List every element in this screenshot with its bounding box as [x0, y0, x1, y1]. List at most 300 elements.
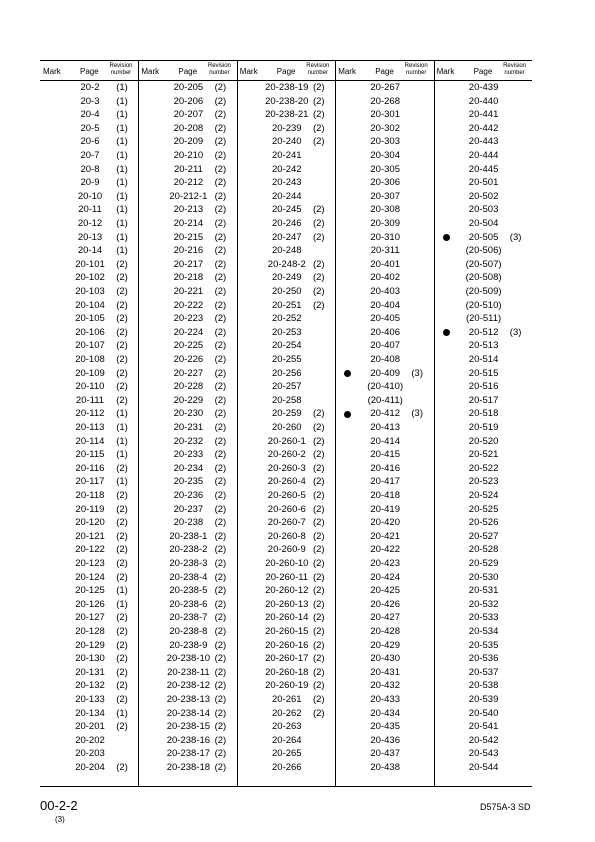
table-row	[138, 639, 236, 653]
revision-cell: (2)	[214, 639, 227, 651]
page-number-cell: 20-238-8	[169, 626, 208, 637]
page-number-cell: 20-103	[75, 286, 105, 297]
table-row	[335, 747, 433, 761]
table-row	[138, 747, 236, 761]
table-row	[335, 122, 433, 136]
revision-cell: (2)	[214, 612, 227, 624]
header-mark: Mark	[43, 67, 61, 76]
table-row	[335, 95, 433, 109]
revision-cell: (1)	[116, 122, 128, 134]
revision-cell: (2)	[312, 571, 325, 583]
table-row	[434, 135, 532, 149]
revision-cell: (2)	[312, 666, 325, 678]
page-number-cell: 20-102	[75, 272, 105, 284]
page-number-cell: 20-516	[468, 381, 499, 393]
table-row	[335, 666, 433, 680]
revision-cell: (3)	[509, 231, 522, 243]
page-number-cell: 20-535	[468, 639, 499, 651]
table-row	[237, 516, 335, 530]
table-row	[434, 652, 532, 666]
page-number-cell: 20-216	[173, 245, 204, 257]
table-row	[434, 666, 532, 680]
page-number-cell: 20-407	[370, 340, 400, 352]
revision-cell: (2)	[312, 680, 325, 692]
page-number-cell: (20-507)	[465, 258, 502, 270]
table-row	[40, 339, 138, 353]
table-row	[40, 203, 138, 217]
page-number-cell: 20-522	[468, 462, 499, 474]
table-row	[138, 299, 236, 313]
table-row	[138, 475, 236, 489]
page-number-cell: 20-260	[272, 422, 302, 433]
revision-cell: (2)	[116, 762, 128, 773]
page-number-cell: 20-203	[75, 748, 105, 760]
page-number-cell: 20-130	[75, 653, 105, 665]
page-number-cell: 20-128	[75, 626, 105, 637]
page-number-cell: 20-212-1	[169, 190, 208, 202]
page-number-cell: 20-502	[468, 190, 499, 202]
header-revision-number: Revision number	[109, 63, 133, 76]
table-row	[434, 611, 532, 625]
revision-mark-bullet	[344, 370, 351, 377]
table-row	[138, 285, 236, 299]
page-number-cell: 20-537	[468, 666, 499, 678]
table-row	[237, 543, 335, 557]
table-row	[40, 353, 138, 367]
page-number-cell: 20-9	[80, 177, 100, 189]
page-number-cell: 20-213	[173, 204, 204, 216]
table-row	[335, 231, 433, 245]
page-number-cell: (20-510)	[465, 299, 502, 311]
page-number-cell: 20-432	[370, 680, 400, 692]
page-number-cell: 20-238-19	[265, 82, 309, 93]
table-row	[434, 285, 532, 299]
revision-cell: (2)	[214, 653, 227, 665]
table-row	[335, 530, 433, 544]
revision-cell: (2)	[312, 490, 325, 501]
page-number-cell: 20-520	[468, 435, 499, 447]
page-number: 00-2-2	[40, 798, 78, 813]
table-row	[434, 394, 532, 408]
revision-cell: (2)	[312, 530, 325, 542]
table-row	[237, 326, 335, 340]
page-number-cell: 20-260-8	[267, 530, 306, 542]
table-row	[434, 217, 532, 231]
table-row	[237, 353, 335, 367]
table-row	[434, 693, 532, 707]
page-number-cell: 20-531	[468, 585, 499, 597]
revision-cell: (2)	[312, 299, 325, 311]
page-number-cell: 20-238-17	[166, 748, 211, 760]
table-row	[237, 625, 335, 639]
page-number-cell: 20-437	[370, 748, 400, 760]
page-number-cell: 20-255	[272, 354, 302, 365]
revision-cell: (2)	[214, 476, 227, 488]
page-number-cell: 20-260-5	[267, 490, 306, 501]
page-number-cell: 20-539	[468, 694, 499, 705]
table-row	[237, 299, 335, 313]
table-row	[138, 557, 236, 571]
page-number-cell: 20-221	[173, 286, 204, 297]
revision-cell: (2)	[214, 177, 227, 189]
page-number-cell: 20-238-14	[166, 707, 211, 719]
page-number-cell: 20-261	[272, 694, 302, 705]
revision-cell: (1)	[116, 82, 128, 93]
revision-cell: (2)	[214, 408, 227, 420]
page-number-cell: 20-311	[370, 245, 400, 257]
revision-cell: (2)	[214, 122, 227, 134]
page-number-cell: 20-106	[75, 326, 105, 338]
revision-cell: (2)	[214, 204, 227, 216]
revision-cell: (2)	[312, 476, 325, 488]
page-number-cell: 20-238-3	[169, 558, 208, 569]
table-row	[335, 475, 433, 489]
table-row	[237, 720, 335, 734]
table-row	[40, 326, 138, 340]
revision-cell: (2)	[312, 136, 325, 148]
table-row	[138, 339, 236, 353]
page-number-cell: 20-206	[173, 95, 204, 107]
table-row	[138, 271, 236, 285]
page-number-cell: 20-108	[75, 354, 105, 365]
revision-cell: (2)	[312, 544, 325, 556]
table-row	[434, 367, 532, 381]
table-row	[237, 231, 335, 245]
revision-cell: (2)	[116, 394, 128, 406]
page-number-cell: 20-215	[173, 231, 204, 243]
revision-cell: (1)	[116, 190, 128, 202]
page-number-cell: 20-403	[370, 286, 400, 297]
page-number-cell: 20-234	[173, 462, 204, 474]
revision-cell: (2)	[214, 694, 227, 705]
table-row	[335, 285, 433, 299]
table-row	[138, 611, 236, 625]
page-number-cell: 20-119	[75, 503, 105, 515]
table-row	[335, 394, 433, 408]
table-row	[237, 367, 335, 381]
page-number-cell: 20-238-6	[169, 598, 208, 610]
revision-cell: (3)	[411, 367, 423, 379]
table-row	[237, 122, 335, 136]
page-number-cell: 20-204	[75, 762, 105, 773]
page-number-cell: 20-429	[370, 639, 400, 651]
page-number-cell: (20-506)	[465, 245, 502, 257]
page-number-cell: 20-12	[77, 218, 103, 229]
revision-cell: (2)	[116, 517, 128, 529]
revision-cell: (2)	[214, 354, 227, 365]
table-row	[434, 81, 532, 95]
page-number-cell: 20-521	[468, 449, 499, 461]
revision-cell: (2)	[312, 694, 325, 705]
table-row	[335, 326, 433, 340]
table-row	[40, 516, 138, 530]
revision-mark-bullet	[443, 234, 450, 241]
page-number-cell: 20-530	[468, 571, 499, 583]
table-row	[138, 367, 236, 381]
page-number-cell: 20-112	[75, 408, 105, 420]
page-number-cell: 20-122	[75, 544, 105, 556]
header-page: Page	[375, 67, 394, 76]
revision-cell: (2)	[312, 95, 325, 107]
table-row	[40, 707, 138, 721]
page-number-cell: 20-441	[468, 109, 499, 121]
page-number-cell: 20-308	[370, 204, 400, 216]
page-number-cell: 20-202	[75, 734, 105, 746]
table-row	[237, 163, 335, 177]
revision-cell: (2)	[214, 340, 227, 352]
table-row	[335, 435, 433, 449]
page-number-cell: 20-414	[370, 435, 400, 447]
table-row	[237, 95, 335, 109]
page-number-cell: 20-2	[80, 82, 100, 93]
revision-cell: (1)	[116, 136, 128, 148]
revision-cell: (2)	[214, 666, 227, 678]
page-revision: (3)	[55, 815, 65, 824]
page-number-cell: 20-125	[75, 585, 105, 597]
table-row	[434, 271, 532, 285]
page-number-cell: 20-260-9	[267, 544, 306, 556]
page-number-cell: 20-435	[370, 721, 400, 733]
revision-cell: (2)	[312, 258, 325, 270]
table-row	[335, 543, 433, 557]
page-number-cell: 20-426	[370, 598, 400, 610]
page-number-cell: 20-523	[468, 476, 499, 488]
revision-cell: (2)	[214, 585, 227, 597]
table-row	[138, 734, 236, 748]
revision-cell: (2)	[116, 462, 128, 474]
revision-cell: (1)	[116, 476, 128, 488]
page-number-cell: 20-438	[370, 762, 400, 773]
page-number-cell: 20-238-13	[166, 694, 211, 705]
table-row	[138, 95, 236, 109]
page-number-cell: 20-239	[272, 122, 302, 134]
table-row	[138, 584, 236, 598]
table-row	[335, 679, 433, 693]
table-row	[434, 299, 532, 313]
page-number-cell: 20-238-7	[169, 612, 208, 624]
revision-cell: (2)	[116, 626, 128, 637]
table-row	[434, 108, 532, 122]
revision-cell: (2)	[116, 680, 128, 692]
page-number-cell: 20-14	[77, 245, 103, 257]
table-row	[138, 380, 236, 394]
table-row	[237, 271, 335, 285]
table-row	[138, 394, 236, 408]
page-number-cell: 20-504	[468, 218, 499, 229]
table-row	[138, 720, 236, 734]
table-row	[40, 761, 138, 775]
table-row	[138, 571, 236, 585]
table-row	[237, 557, 335, 571]
table-row	[434, 475, 532, 489]
page-number-cell: 20-503	[468, 204, 499, 216]
table-row	[138, 217, 236, 231]
page-number-cell: 20-253	[272, 326, 302, 338]
table-row	[40, 149, 138, 163]
page-number-cell: 20-6	[80, 136, 100, 148]
revision-cell: (2)	[116, 653, 128, 665]
table-row	[434, 353, 532, 367]
page-number-cell: 20-408	[370, 354, 400, 365]
table-row	[237, 734, 335, 748]
table-row	[335, 611, 433, 625]
table-row	[40, 421, 138, 435]
table-row	[138, 326, 236, 340]
page-number-cell: 20-423	[370, 558, 400, 569]
table-row	[335, 516, 433, 530]
table-row	[434, 598, 532, 612]
page-number-cell: 20-418	[370, 490, 400, 501]
page-number-cell: 20-428	[370, 626, 400, 637]
revision-cell: (2)	[116, 612, 128, 624]
table-row	[434, 516, 532, 530]
table-row	[40, 679, 138, 693]
table-row	[40, 407, 138, 421]
page-number-cell: 20-307	[370, 190, 400, 202]
revision-cell: (2)	[312, 272, 325, 284]
table-row	[40, 530, 138, 544]
table-row	[335, 407, 433, 421]
table-row	[434, 312, 532, 326]
table-row	[138, 761, 236, 775]
revision-cell: (2)	[312, 585, 325, 597]
page-number-cell: 20-402	[370, 272, 400, 284]
page-number-cell: 20-406	[370, 326, 400, 338]
header-revision-number: Revision number	[404, 63, 428, 76]
page-number-cell: 20-419	[370, 503, 400, 515]
table-row	[335, 489, 433, 503]
page-number-cell: 20-205	[173, 82, 204, 93]
page-number-cell: 20-10	[77, 190, 103, 202]
header-revision-number: Revision number	[207, 63, 231, 76]
page-number-cell: 20-247	[272, 231, 302, 243]
page-number-cell: 20-248	[272, 245, 302, 257]
page-number-cell: 20-260-14	[265, 612, 309, 624]
page-number-cell: 20-238-15	[166, 721, 211, 733]
table-row	[237, 190, 335, 204]
table-row	[237, 380, 335, 394]
table-row	[138, 231, 236, 245]
table-row	[434, 761, 532, 775]
table-row	[335, 367, 433, 381]
table-row	[40, 584, 138, 598]
table-row	[138, 190, 236, 204]
table-row	[40, 135, 138, 149]
table-row	[335, 707, 433, 721]
revision-cell: (1)	[116, 585, 128, 597]
table-row	[138, 312, 236, 326]
revision-cell: (2)	[214, 571, 227, 583]
page-number-cell: 20-118	[75, 490, 105, 501]
page-number-cell: 20-231	[173, 422, 204, 433]
page-number-cell: 20-263	[272, 721, 302, 733]
page-number-cell: 20-111	[75, 394, 105, 406]
page-number-cell: 20-201	[75, 721, 105, 733]
table-row	[335, 448, 433, 462]
page-number-cell: 20-238-1	[169, 530, 208, 542]
page-number-cell: 20-306	[370, 177, 400, 189]
table-row	[434, 584, 532, 598]
table-row	[237, 394, 335, 408]
table-bottom-rule	[40, 786, 532, 787]
revision-cell: (2)	[214, 150, 227, 161]
table-row	[434, 707, 532, 721]
revision-cell: (2)	[214, 462, 227, 474]
table-row	[335, 149, 433, 163]
table-row	[335, 693, 433, 707]
table-row	[237, 285, 335, 299]
table-row	[138, 135, 236, 149]
table-row	[335, 190, 433, 204]
page-number-cell: 20-260-11	[265, 571, 309, 583]
revision-cell: (2)	[312, 449, 325, 461]
page-number-cell: 20-235	[173, 476, 204, 488]
page-number-cell: 20-519	[468, 422, 499, 433]
table-row	[434, 339, 532, 353]
page-number-cell: 20-427	[370, 612, 400, 624]
table-row	[40, 271, 138, 285]
table-row	[434, 380, 532, 394]
table-row	[335, 299, 433, 313]
page-number-cell: 20-232	[173, 435, 204, 447]
page-number-cell: 20-115	[75, 449, 105, 461]
revision-cell: (2)	[214, 218, 227, 229]
table-row	[138, 462, 236, 476]
table-row	[40, 176, 138, 190]
table-row	[40, 571, 138, 585]
table-row	[40, 244, 138, 258]
page-number-cell: 20-421	[370, 530, 400, 542]
page-number-cell: 20-259	[272, 408, 302, 420]
table-row	[40, 448, 138, 462]
page-number-cell: 20-133	[75, 694, 105, 705]
table-row	[434, 503, 532, 517]
page-number-cell: 20-401	[370, 258, 400, 270]
table-row	[138, 543, 236, 557]
page-number-cell: (20-509)	[465, 286, 502, 297]
table-row	[40, 475, 138, 489]
revision-cell: (2)	[312, 286, 325, 297]
table-row	[237, 584, 335, 598]
revision-cell: (2)	[312, 218, 325, 229]
table-row	[138, 421, 236, 435]
page-number-cell: 20-105	[75, 313, 105, 325]
revision-cell: (2)	[214, 490, 227, 501]
table-row	[434, 421, 532, 435]
table-row	[335, 244, 433, 258]
table-row	[138, 163, 236, 177]
revision-cell: (2)	[312, 231, 325, 243]
table-row	[434, 543, 532, 557]
page-number-cell: 20-268	[370, 95, 400, 107]
revision-cell: (2)	[214, 422, 227, 433]
page-number-cell: 20-217	[173, 258, 204, 270]
table-row	[138, 516, 236, 530]
table-row	[335, 652, 433, 666]
page-number-cell: 20-238-9	[169, 639, 208, 651]
revision-cell: (2)	[214, 286, 227, 297]
page-number-cell: 20-4	[80, 109, 100, 121]
table-row	[434, 557, 532, 571]
page-number-cell: 20-260-2	[267, 449, 306, 461]
revision-cell: (1)	[116, 598, 128, 610]
revision-cell: (2)	[312, 653, 325, 665]
page-number-cell: 20-415	[370, 449, 400, 461]
revision-cell: (1)	[116, 218, 128, 229]
page-number-cell: 20-238-11	[167, 666, 210, 678]
revision-cell: (2)	[214, 82, 227, 93]
page-number-cell: 20-260-16	[265, 639, 309, 651]
